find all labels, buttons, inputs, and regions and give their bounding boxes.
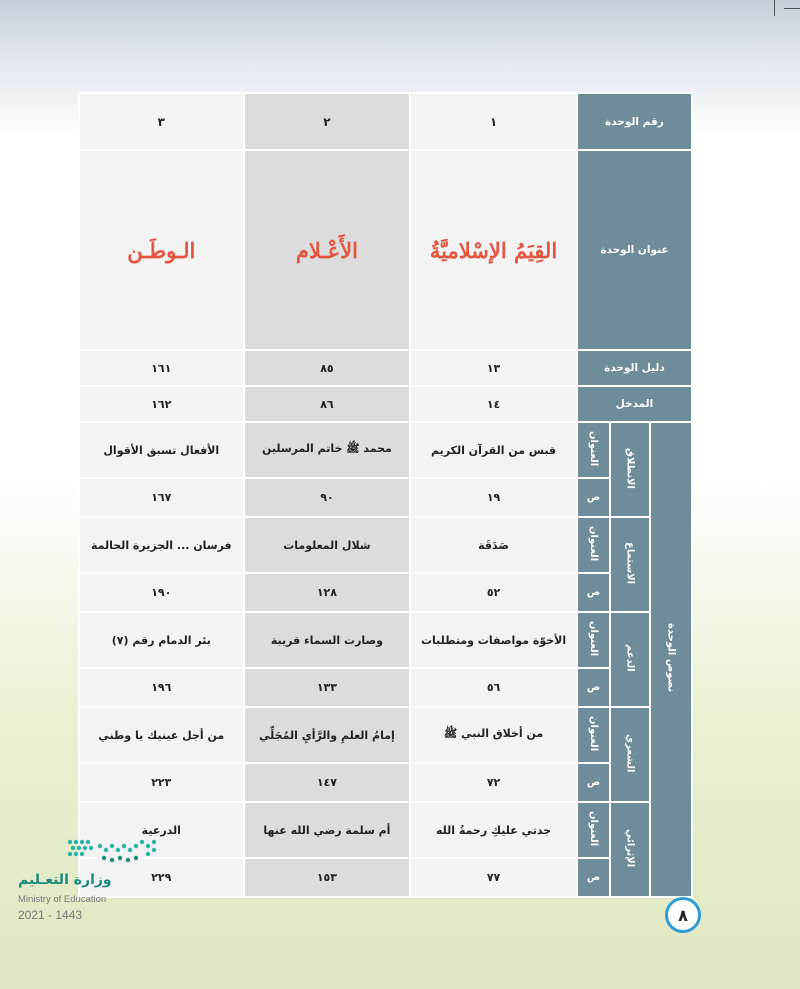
unit-2-s4-title: إمامُ العلمِ والرَّأيِ المُجَلِّي <box>245 708 410 762</box>
unit-1-s5-page: ٧٧ <box>411 859 576 896</box>
s3-page-label: ص <box>578 669 609 706</box>
unit-3-intro-page: ١٦٢ <box>80 387 243 421</box>
unit-3-s4-page: ٢٢٣ <box>80 764 243 801</box>
crop-mark-top <box>774 0 775 16</box>
s1-title-label-cell <box>578 423 609 477</box>
unit-1-s1-page: ١٩ <box>411 479 576 516</box>
ministry-name-ar: وزارة التعـليم <box>18 872 112 888</box>
unit-2-guide-page: ٨٥ <box>245 351 410 385</box>
unit-3-s2-page: ١٩٠ <box>80 574 243 611</box>
unit-1-title-cell <box>411 151 576 349</box>
unit-2-s4-page: ١٤٧ <box>245 764 410 801</box>
row-s1-title <box>80 423 691 477</box>
row-s3-title <box>80 613 691 667</box>
unit-2-s1-title: محمد ﷺ خاتم المرسلين <box>245 423 410 477</box>
crop-mark-right <box>784 8 800 9</box>
unit-1-guide-page: ١٣ <box>411 351 576 385</box>
ministry-logo-icon <box>64 834 164 868</box>
unit-2-title: الأَعْـلام <box>295 237 358 263</box>
s5-title-label-cell <box>578 803 609 857</box>
unit-2-s1-page: ٩٠ <box>245 479 410 516</box>
unit-2-title-cell <box>245 151 410 349</box>
ministry-logo <box>14 830 164 930</box>
s2-title-label-cell <box>578 518 609 572</box>
unit-guide-header: دليل الوحدة <box>578 351 691 385</box>
s4-title-label: العنوان <box>588 715 599 752</box>
unit-3-title-cell <box>80 151 243 349</box>
section-1-cell <box>611 423 648 516</box>
s1-title-label: العنوان <box>588 430 599 467</box>
section-5-label: الإثرائي <box>624 828 636 868</box>
section-3-label: الدعم <box>624 644 636 672</box>
row-unit-title <box>80 151 691 349</box>
unit-1-s3-title: الأخوّة مواصفات ومتطلبات <box>411 613 576 667</box>
row-unit-number <box>80 94 691 149</box>
unit-1-s4-title: من أخلاق النبي ﷺ <box>411 708 576 762</box>
row-s5-title <box>80 803 691 857</box>
s2-title-label: العنوان <box>588 525 599 562</box>
s3-title-label: العنوان <box>588 620 599 657</box>
unit-2-s5-page: ١٥٣ <box>245 859 410 896</box>
section-2-cell <box>611 518 648 611</box>
intro-header: المدخل <box>578 387 691 421</box>
row-s5-page <box>80 859 691 896</box>
page-number-badge <box>665 897 701 933</box>
unit-1-number: ١ <box>411 94 576 149</box>
section-2-label: الاستماع <box>624 541 636 585</box>
s5-title-label: العنوان <box>588 810 599 847</box>
unit-3-s3-page: ١٩٦ <box>80 669 243 706</box>
unit-2-number: ٢ <box>245 94 410 149</box>
row-s3-page <box>80 669 691 706</box>
unit-1-s3-page: ٥٦ <box>411 669 576 706</box>
page-number: ٨ <box>678 905 688 925</box>
ministry-name-en: Ministry of Education <box>18 894 107 905</box>
s1-page-label: ص <box>578 479 609 516</box>
unit-1-s5-title: جدتي عليكِ رحمةُ الله <box>411 803 576 857</box>
texts-header-cell <box>651 423 691 896</box>
unit-3-s5-title: الدرعية <box>80 803 243 857</box>
row-s1-page <box>80 479 691 516</box>
unit-1-s2-page: ٥٢ <box>411 574 576 611</box>
unit-3-s2-title: فرسان ... الجزيرة الحالمة <box>80 518 243 572</box>
row-s4-page <box>80 764 691 801</box>
s2-page-label: ص <box>578 574 609 611</box>
row-unit-guide <box>80 351 691 385</box>
unit-3-s3-title: بئر الدمام رقم (٧) <box>80 613 243 667</box>
s5-page-label: ص <box>578 859 609 896</box>
texts-header: نصوص الوحدة <box>665 623 677 693</box>
unit-3-title: الـوطَـن <box>127 237 196 263</box>
unit-2-s2-title: شلال المعلومات <box>245 518 410 572</box>
unit-1-s4-page: ٧٢ <box>411 764 576 801</box>
row-s2-page <box>80 574 691 611</box>
section-3-cell <box>611 613 648 706</box>
unit-1-s2-title: صَدَقَة <box>411 518 576 572</box>
unit-1-title: القِيَمُ الإسْلاميَّةُ <box>429 237 558 263</box>
unit-title-header: عنوان الوحدة <box>578 151 691 349</box>
unit-2-s3-page: ١٣٣ <box>245 669 410 706</box>
section-5-cell <box>611 803 648 896</box>
unit-3-s1-title: الأفعال تسبق الأقوال <box>80 423 243 477</box>
ministry-year: 2021 - 1443 <box>18 908 83 922</box>
unit-1-intro-page: ١٤ <box>411 387 576 421</box>
row-intro <box>80 387 691 421</box>
s4-page-label: ص <box>578 764 609 801</box>
unit-3-s4-title: من أجل عينيك يا وطني <box>80 708 243 762</box>
row-s2-title <box>80 518 691 572</box>
s4-title-label-cell <box>578 708 609 762</box>
section-4-label: الشعري <box>624 733 636 773</box>
unit-number-header: رقم الوحدة <box>578 94 691 149</box>
unit-2-intro-page: ٨٦ <box>245 387 410 421</box>
unit-3-guide-page: ١٦١ <box>80 351 243 385</box>
row-s4-title <box>80 708 691 762</box>
unit-3-s1-page: ١٦٧ <box>80 479 243 516</box>
unit-2-s3-title: وصارت السماء قريبة <box>245 613 410 667</box>
section-4-cell <box>611 708 648 801</box>
unit-1-s1-title: قبس من القرآن الكريم <box>411 423 576 477</box>
s3-title-label-cell <box>578 613 609 667</box>
section-1-label: الانطلاق <box>624 447 636 489</box>
contents-table <box>78 92 693 898</box>
unit-2-s5-title: أم سلمة رضي الله عنها <box>245 803 410 857</box>
unit-3-s5-page: ٢٢٩ <box>80 859 243 896</box>
unit-2-s2-page: ١٢٨ <box>245 574 410 611</box>
unit-3-number: ٣ <box>80 94 243 149</box>
